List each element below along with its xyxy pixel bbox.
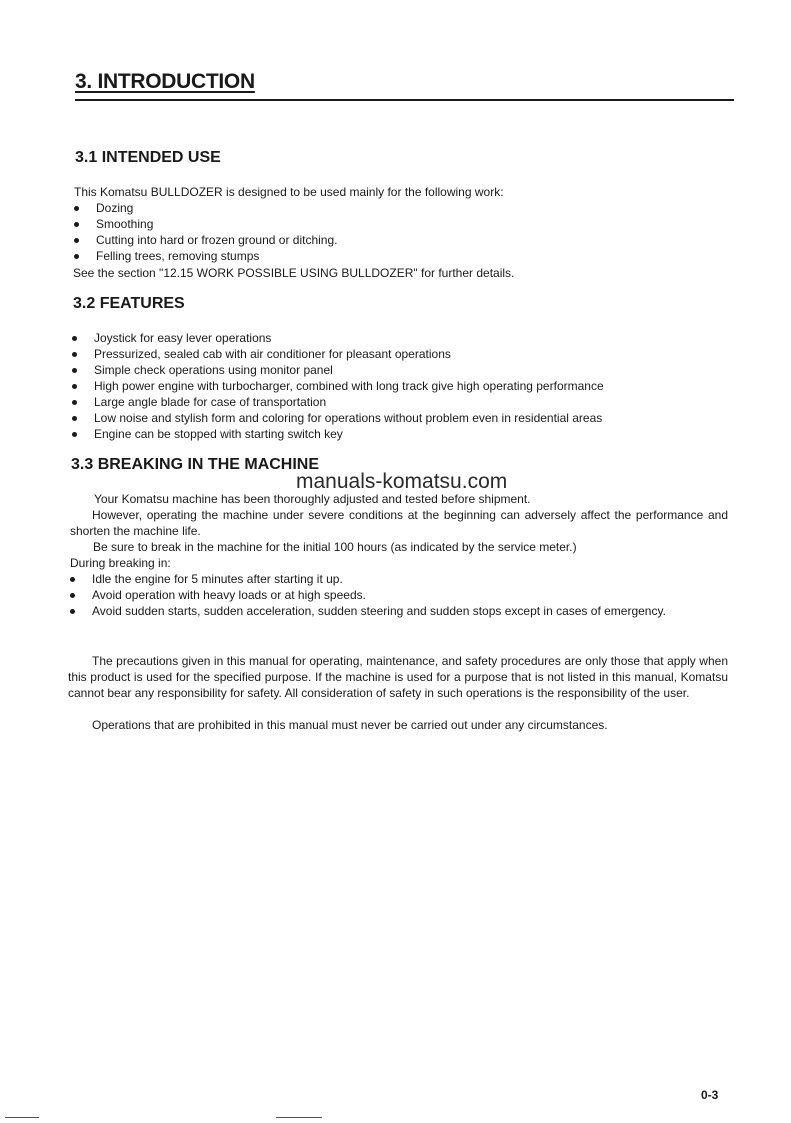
breaking-in-line-3: Be sure to break in the machine for the initial 100 hours (as indicated by the service meter.) [93,540,577,554]
list-item: Idle the engine for 5 minutes after starting it up. [68,571,728,587]
section-heading-intended-use: 3.1 INTENDED USE [75,149,221,166]
list-item: Smoothing [72,216,337,232]
bullet-icon [74,222,79,227]
intended-use-list [72,200,337,264]
bullet-icon [72,384,77,389]
chapter-title-rule [75,99,734,101]
bullet-icon [72,368,77,373]
bullet-icon [72,432,77,437]
breaking-in-paragraph-2: However, operating the machine under severe conditions at the beginning can adversely affect the performance and shorten the machine life. [70,508,728,538]
bullet-icon [74,238,79,243]
bullet-icon [74,206,79,211]
bullet-icon [70,593,75,598]
list-item: Large angle blade for case of transportation [70,394,604,410]
precautions-paragraph: The precautions given in this manual for operating, maintenance, and safety procedures are only those that apply when this product is used for the specified purpose. If the machine is used for a purpose that is not listed in this manual, Komatsu cannot bear any responsibility for safety. All consideration of safety in such operations is the responsibility of the user. [68,654,728,700]
scan-artifact [276,1117,322,1118]
list-item: Felling trees, removing stumps [72,248,337,264]
intended-use-intro: This Komatsu BULLDOZER is designed to be used mainly for the following work: [74,185,504,199]
list-item: Pressurized, sealed cab with air conditioner for pleasant operations [70,346,604,362]
bullet-icon [72,416,77,421]
chapter-title: 3. INTRODUCTION [75,70,255,93]
bullet-icon [70,577,75,582]
section-heading-breaking-in: 3.3 BREAKING IN THE MACHINE [71,456,320,473]
scan-artifact [5,1117,39,1118]
intended-use-note: See the section "12.15 WORK POSSIBLE USING BULLDOZER" for further details. [73,266,515,280]
list-item: Simple check operations using monitor panel [70,362,604,378]
bullet-icon [70,609,75,614]
list-item: Cutting into hard or frozen ground or ditching. [72,232,337,248]
breaking-in-line-1: Your Komatsu machine has been thoroughly adjusted and tested before shipment. [94,492,531,506]
watermark-text: manuals-komatsu.com [296,470,508,493]
page-number: 0-3 [701,1088,719,1102]
list-item: Engine can be stopped with starting switch key [70,426,604,442]
bullet-icon [72,400,77,405]
section-heading-features: 3.2 FEATURES [73,295,185,312]
bullet-icon [72,336,77,341]
features-list [70,330,604,442]
bullet-icon [72,352,77,357]
list-item: Low noise and stylish form and coloring for operations without problem even in residential areas [70,410,604,426]
bullet-icon [74,254,79,259]
list-item: Avoid sudden starts, sudden acceleration, sudden steering and sudden stops except in cases of emergency. [68,603,728,619]
breaking-in-line-4: During breaking in: [70,556,171,570]
list-item: Dozing [72,200,337,216]
list-item: Avoid operation with heavy loads or at high speeds. [68,587,728,603]
breaking-in-list [68,571,728,619]
list-item: High power engine with turbocharger, combined with long track give high operating performance [70,378,604,394]
list-item: Joystick for easy lever operations [70,330,604,346]
precautions-prohibited: Operations that are prohibited in this manual must never be carried out under any circumstances. [92,718,608,732]
